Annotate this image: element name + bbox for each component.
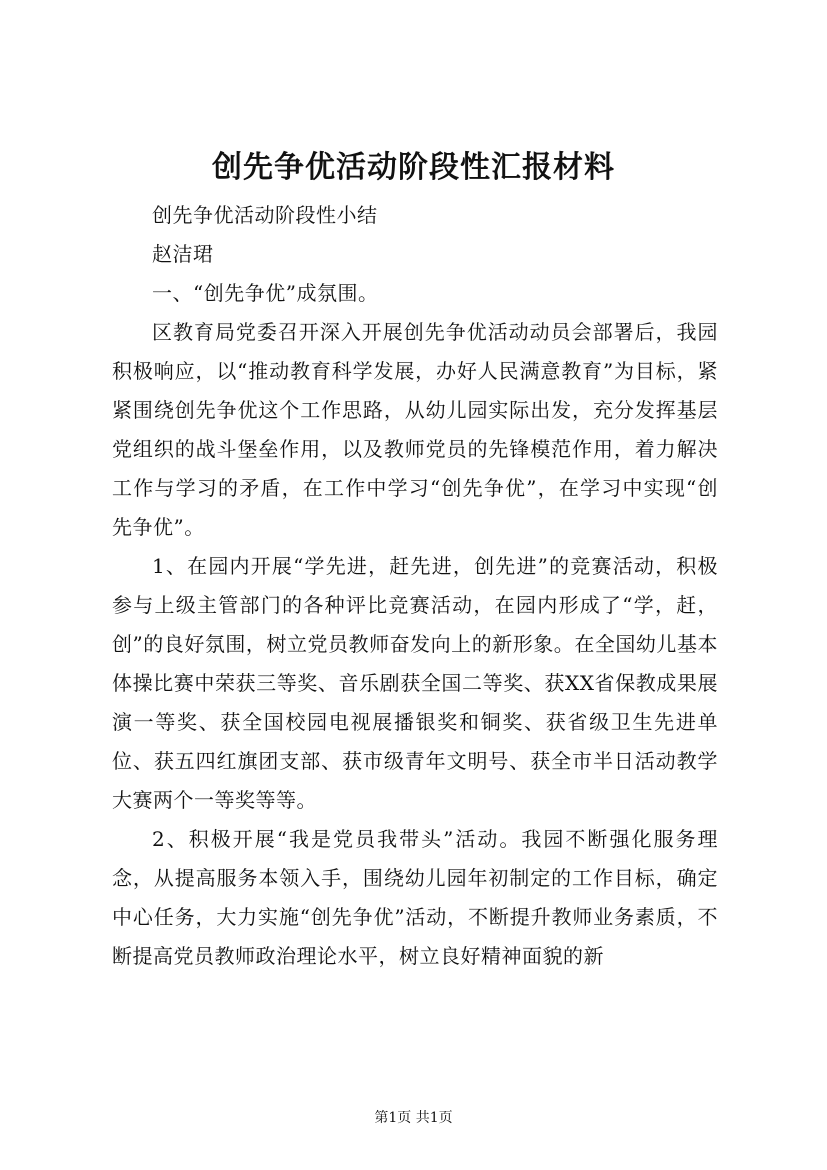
body-paragraph: 2、积极开展“我是党员我带头”活动。我园不断强化服务理念，从提高服务本领入手，围绕幼儿园年初制定的工作目标，确定中心任务，大力实施“创先争优”活动，不断提升教师业务素质，不断提高党员教师政治理论水平，树立良好精神面貌的新	[112, 827, 718, 968]
body-paragraph: 1、在园内开展“学先进，赶先进，创先进”的竞赛活动，积极参与上级主管部门的各种评比竞赛活动，在园内形成了“学，赶，创”的良好氛围，树立党员教师奋发向上的新形象。在全国幼儿基本体操比赛中荣获三等奖、音乐剧获全国二等奖、获XX省保教成果展演一等奖、获全国校园电视展播银奖和铜奖、获省级卫生先进单位、获五四红旗团支部、获市级青年文明号、获全市半日活动教学大赛两个一等奖等等。	[112, 554, 718, 812]
document-body	[112, 196, 718, 976]
document-title: 创先争优活动阶段性汇报材料	[212, 150, 615, 185]
body-paragraph: 区教育局党委召开深入开展创先争优活动动员会部署后，我园积极响应，以“推动教育科学发展，办好人民满意教育”为目标，紧紧围绕创先争优这个工作思路，从幼儿园实际出发，充分发挥基层党组织的战斗堡垒作用，以及教师党员的先锋模范作用，着力解决工作与学习的矛盾，在工作中学习“创先争优”，在学习中实现“创先争优”。	[112, 320, 718, 539]
subtitle-paragraph: 创先争优活动阶段性小结	[152, 203, 378, 227]
page-footer: 第1页 共1页	[374, 1110, 453, 1126]
section-heading: 一、“创先争优”成氛围。	[152, 281, 379, 305]
author-paragraph: 赵洁珺	[152, 242, 214, 266]
